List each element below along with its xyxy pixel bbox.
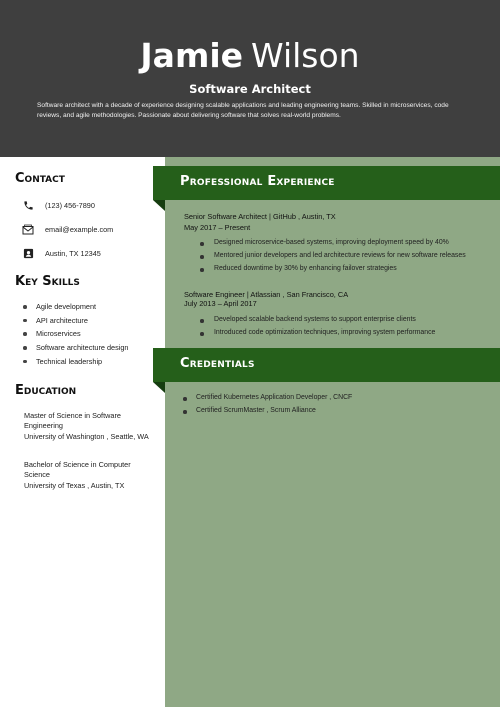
first-name: Jamie (140, 36, 244, 75)
job-dates: May 2017 – Present (184, 223, 251, 232)
job-dates: July 2013 – April 2017 (184, 299, 257, 308)
contact-location-row (22, 246, 101, 260)
education-heading (15, 383, 76, 398)
contact-email-row (22, 222, 114, 236)
credentials-heading-bar (153, 348, 500, 382)
skill-label: API architecture (36, 315, 88, 325)
skill-item (22, 343, 128, 357)
job-title: Software Architect (189, 82, 311, 96)
email-icon (22, 223, 34, 235)
education-degree: Bachelor of Science in Computer Science (24, 460, 131, 480)
bar-fold (153, 200, 165, 211)
contact-phone: (123) 456-7890 (45, 200, 95, 210)
candidate-name (0, 36, 500, 76)
education-entry (24, 411, 154, 442)
skill-item (22, 329, 128, 343)
profile-summary: Software architect with a decade of experience designing scalable applications and leading engineering teams. Skilled in microservices, code reviews, and agile methodologies. Passionate about delivering software that solves real-world problems. (37, 102, 449, 119)
contact-phone-row (22, 198, 95, 212)
job-bullet-text: Introduced code optimization techniques, improving system performance (214, 329, 436, 336)
education-heading-text: Education (15, 383, 77, 398)
phone-icon (22, 199, 34, 211)
skill-label: Agile development (36, 302, 97, 311)
job-bullet (200, 329, 435, 336)
contact-heading (15, 171, 65, 186)
resume-header (0, 0, 500, 157)
job-bullet-text: Developed scalable backend systems to support enterprise clients (214, 316, 416, 323)
skill-item (22, 316, 128, 330)
experience-heading-bar (153, 166, 500, 200)
job-bullet-text: Designed microservice-based systems, improving deployment speed by 40% (214, 239, 449, 246)
skill-label: Software architecture design (36, 343, 129, 353)
contact-location: Austin, TX 12345 (45, 248, 101, 258)
education-school: University of Texas , Austin, TX (24, 480, 125, 490)
job-bullet (200, 316, 416, 323)
job-header: Senior Software Architect | GitHub , Austin, TX (184, 212, 336, 221)
skills-heading (15, 274, 80, 289)
skills-heading-text: Key Skills (15, 274, 80, 289)
job-header: Software Engineer | Atlassian , San Francisco, CA (184, 290, 349, 299)
job-bullet (200, 252, 466, 259)
credential-item (183, 407, 316, 414)
credential-text: Certified Kubernetes Application Developer , CNCF (196, 394, 353, 401)
job-bullet-text: Mentored junior developers and led architecture reviews for new software releases (214, 252, 466, 259)
education-school: University of Washington , Seattle, WA (24, 431, 149, 441)
job-bullet (200, 239, 449, 246)
skill-item (22, 357, 128, 371)
contact-email: email@example.com (45, 224, 114, 234)
contact-heading-text: Contact (15, 171, 65, 186)
job-bullet-text: Reduced downtime by 30% by enhancing failover strategies (214, 265, 397, 272)
skill-label: Microservices (36, 329, 81, 339)
skill-label: Technical leadership (36, 356, 103, 366)
address-card-icon (22, 247, 34, 259)
skill-item (22, 302, 128, 316)
credentials-heading: Credentials (180, 356, 255, 371)
education-degree: Master of Science in Software Engineering (24, 411, 121, 431)
bar-fold (153, 382, 165, 393)
credential-item (183, 394, 352, 401)
last-name: Wilson (251, 36, 360, 75)
skills-list (22, 302, 128, 370)
credential-text: Certified ScrumMaster , Scrum Alliance (196, 407, 316, 414)
experience-heading: Professional Experience (180, 174, 335, 189)
job-bullet (200, 265, 397, 272)
education-entry (24, 460, 154, 491)
